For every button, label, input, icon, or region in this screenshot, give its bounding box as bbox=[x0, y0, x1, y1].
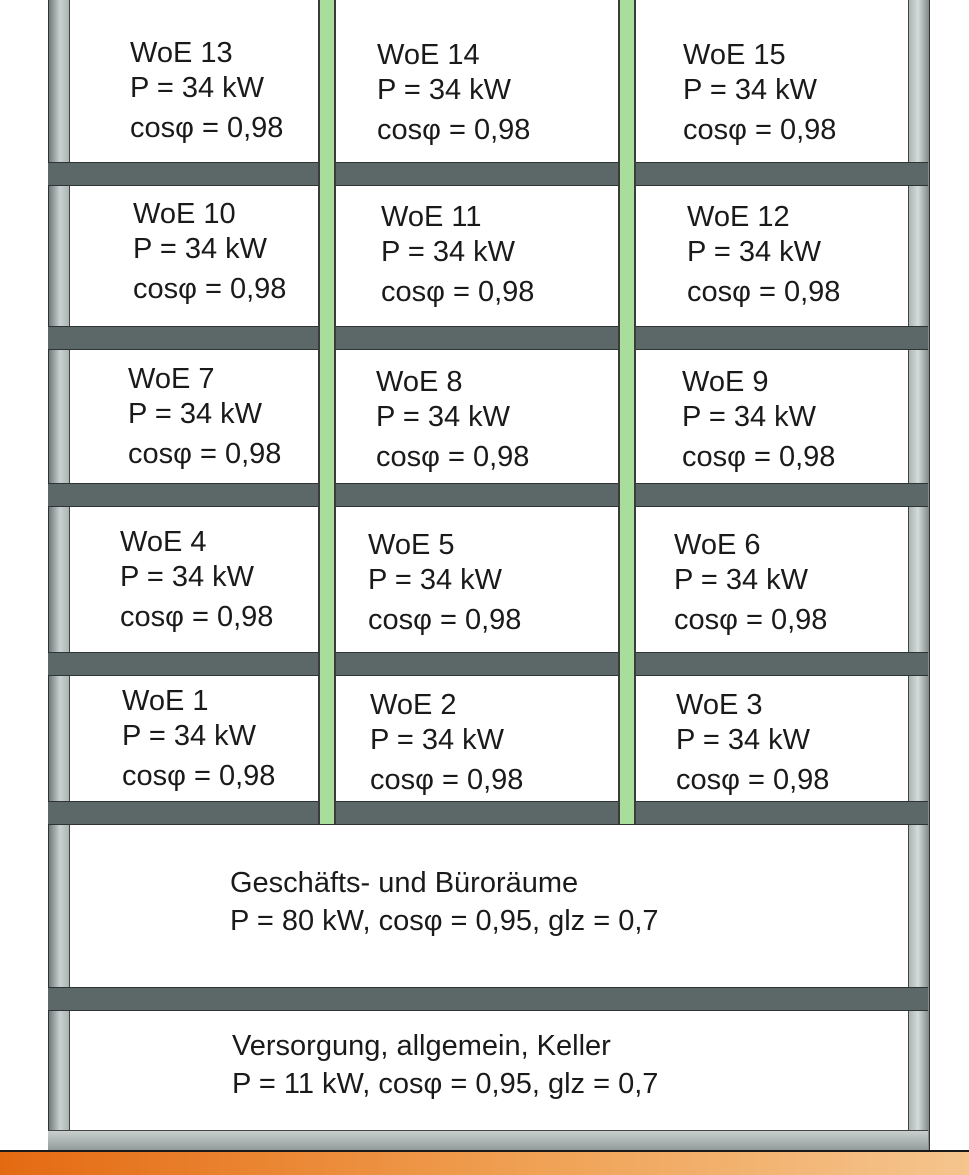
apartment-cos: cosφ = 0,98 bbox=[377, 114, 531, 146]
apartment-name: WoE 13 bbox=[130, 37, 233, 69]
apartment-power: P = 34 kW bbox=[674, 564, 809, 596]
apartment-power: P = 34 kW bbox=[676, 724, 811, 756]
apartment-cos: cosφ = 0,98 bbox=[683, 114, 837, 146]
apartment-cos: cosφ = 0,98 bbox=[130, 112, 284, 144]
commercial-floor bbox=[230, 864, 659, 940]
apartment-cos: cosφ = 0,98 bbox=[133, 273, 287, 305]
apartment-woe-12 bbox=[687, 200, 840, 310]
apartment-power: P = 34 kW bbox=[368, 564, 503, 596]
riser-shaft-right bbox=[618, 0, 636, 824]
apartment-woe-7 bbox=[128, 362, 281, 472]
apartment-name: WoE 3 bbox=[676, 689, 763, 721]
apartment-name: WoE 8 bbox=[376, 366, 463, 398]
apartment-power: P = 34 kW bbox=[122, 720, 257, 752]
apartment-woe-9 bbox=[682, 365, 835, 475]
apartment-power: P = 34 kW bbox=[381, 236, 516, 268]
apartment-woe-1 bbox=[122, 684, 275, 794]
apartment-name: WoE 11 bbox=[381, 201, 482, 233]
apartment-cos: cosφ = 0,98 bbox=[370, 764, 524, 796]
apartment-power: P = 34 kW bbox=[370, 724, 505, 756]
apartment-woe-15 bbox=[683, 38, 836, 148]
apartment-woe-4 bbox=[120, 525, 273, 635]
apartment-power: P = 34 kW bbox=[682, 401, 817, 433]
apartment-woe-3 bbox=[676, 688, 829, 798]
apartment-name: WoE 4 bbox=[120, 526, 207, 558]
apartment-name: WoE 1 bbox=[122, 685, 209, 717]
apartment-cos: cosφ = 0,98 bbox=[381, 276, 535, 308]
apartment-woe-10 bbox=[133, 197, 286, 307]
basement-name: Versorgung, allgemein, Keller bbox=[232, 1030, 611, 1062]
apartment-cos: cosφ = 0,98 bbox=[674, 604, 828, 636]
apartment-woe-8 bbox=[376, 365, 529, 475]
apartment-cos: cosφ = 0,98 bbox=[120, 601, 274, 633]
foundation-wall bbox=[48, 1130, 928, 1152]
apartment-cos: cosφ = 0,98 bbox=[376, 441, 530, 473]
apartment-power: P = 34 kW bbox=[683, 74, 818, 106]
apartment-name: WoE 9 bbox=[682, 366, 769, 398]
apartment-power: P = 34 kW bbox=[130, 72, 265, 104]
apartment-power: P = 34 kW bbox=[376, 401, 511, 433]
apartment-name: WoE 6 bbox=[674, 529, 761, 561]
apartment-cos: cosφ = 0,98 bbox=[682, 441, 836, 473]
commercial-name: Geschäfts- und Büroräume bbox=[230, 867, 579, 899]
apartment-woe-2 bbox=[370, 688, 523, 798]
floor-slab bbox=[48, 483, 928, 507]
apartment-cos: cosφ = 0,98 bbox=[128, 438, 282, 470]
apartment-cos: cosφ = 0,98 bbox=[687, 276, 841, 308]
apartment-power: P = 34 kW bbox=[687, 236, 822, 268]
riser-shaft-left bbox=[318, 0, 336, 824]
floor-slab bbox=[48, 162, 928, 186]
floor-slab bbox=[48, 801, 928, 825]
apartment-cos: cosφ = 0,98 bbox=[676, 764, 830, 796]
basement-params: P = 11 kW, cosφ = 0,95, glz = 0,7 bbox=[232, 1068, 659, 1100]
apartment-name: WoE 12 bbox=[687, 201, 790, 233]
apartment-power: P = 34 kW bbox=[120, 561, 255, 593]
apartment-power: P = 34 kW bbox=[128, 398, 263, 430]
apartment-power: P = 34 kW bbox=[377, 74, 512, 106]
apartment-name: WoE 7 bbox=[128, 363, 215, 395]
apartment-name: WoE 15 bbox=[683, 39, 786, 71]
apartment-name: WoE 10 bbox=[133, 198, 236, 230]
apartment-cos: cosφ = 0,98 bbox=[122, 760, 276, 792]
commercial-params: P = 80 kW, cosφ = 0,95, glz = 0,7 bbox=[230, 905, 659, 937]
apartment-power: P = 34 kW bbox=[133, 233, 268, 265]
apartment-cos: cosφ = 0,98 bbox=[368, 604, 522, 636]
apartment-woe-11 bbox=[381, 200, 534, 310]
apartment-name: WoE 14 bbox=[377, 39, 480, 71]
apartment-woe-14 bbox=[377, 38, 530, 148]
floor-slab bbox=[48, 652, 928, 676]
apartment-name: WoE 2 bbox=[370, 689, 457, 721]
apartment-woe-5 bbox=[368, 528, 521, 638]
apartment-woe-6 bbox=[674, 528, 827, 638]
apartment-woe-13 bbox=[130, 36, 283, 146]
ground-strip bbox=[0, 1150, 969, 1175]
basement-floor bbox=[232, 1027, 658, 1103]
floor-slab bbox=[48, 326, 928, 350]
floor-slab bbox=[48, 987, 928, 1011]
apartment-name: WoE 5 bbox=[368, 529, 455, 561]
